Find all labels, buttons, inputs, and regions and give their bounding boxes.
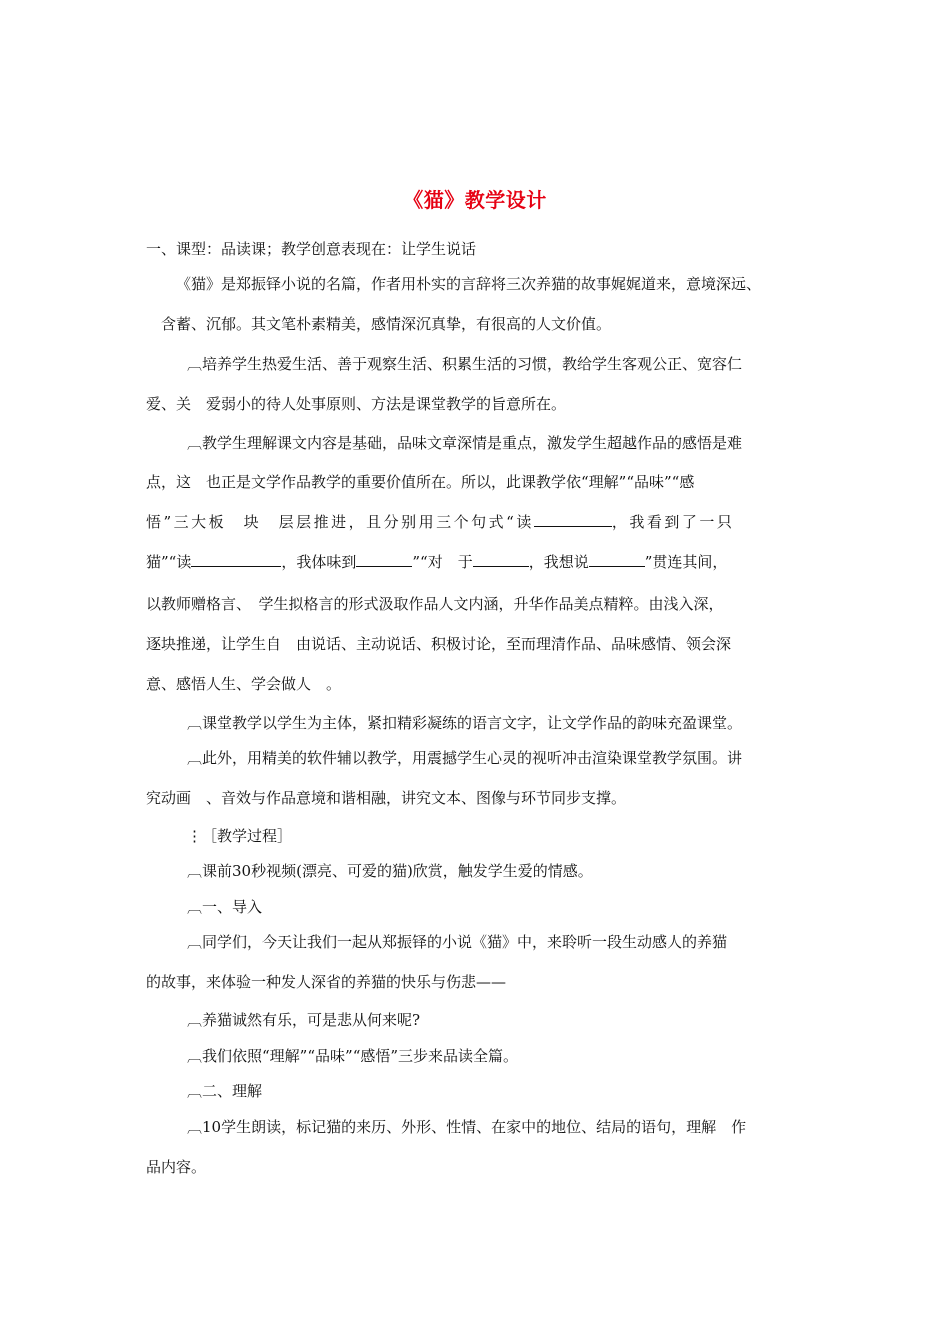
paragraph-line: 意、感悟人生、学会做人 。 (146, 675, 342, 693)
bracket-mark: ︹ (187, 1047, 203, 1065)
paragraph-line: ︹10学生朗读，标记猫的来历、外形、性情、在家中的地位、结局的语句，理解 作 (187, 1118, 747, 1136)
paragraph-line: 点，这 也正是文学作品教学的重要价值所在。所以，此课教学依“理解”“品味”“感 (146, 473, 695, 491)
paragraph-line: 逐块推递，让学生自 由说话、主动说话、积极讨论，至而理清作品、品味感情、领会深 (146, 635, 732, 653)
bracket-mark: ︹ (187, 434, 203, 452)
paragraph-line: 以教师赠格言、 学生拟格言的形式汲取作品人文内涵，升华作品美点精粹。由浅入深， (146, 595, 724, 613)
paragraph-line: 品内容。 (146, 1158, 207, 1176)
paragraph-line: ︹教学生理解课文内容是基础，品味文章深情是重点，激发学生超越作品的感悟是难 (187, 434, 743, 452)
section-heading: ⋮［教学过程］ (187, 827, 293, 845)
paragraph-line: ︹培养学生热爱生活、善于观察生活、积累生活的习惯，教给学生客观公正、宽容仁 (187, 355, 743, 373)
paragraph-line: ︹养猫诚然有乐，可是悲从何来呢? (187, 1011, 421, 1029)
bracket-mark: ︹ (187, 862, 203, 880)
fill-blank (473, 552, 529, 567)
paragraph-line: 悟”三大板 块 层层推进，且分别用三个句式“读 ，我看到了一只 (146, 513, 735, 531)
course-type-line: 一、课型：品读课；教学创意表现在：让学生说话 (146, 240, 477, 258)
paragraph-line: ︹课前30秒视频(漂亮、可爱的猫)欣赏，触发学生爱的情感。 (187, 862, 593, 880)
fill-blank (191, 552, 281, 567)
paragraph-line: ︹课堂教学以学生为主体，紧扣精彩凝练的语言文字，让文学作品的韵味充盈课堂。 (187, 714, 743, 732)
colon-mark: ⋮ (187, 827, 202, 845)
section-heading: ︹二、理解 (187, 1082, 263, 1100)
section-heading: ︹一、导入 (187, 898, 263, 916)
paragraph-line: 含蓄、沉郁。其文笔朴素精美，感情深沉真挚，有很高的人文价值。 (161, 315, 612, 333)
paragraph-line: 的故事，来体验一种发人深省的养猫的快乐与伤悲—— (146, 973, 507, 991)
paragraph-line: 猫”“读 ，我体味到 ”“对 于 ，我想说 ”贯连其间， (146, 553, 728, 571)
bracket-mark: ︹ (187, 898, 203, 916)
paragraph-line: ︹此外，用精美的软件辅以教学，用震撼学生心灵的视听冲击渲染课堂教学氛围。讲 (187, 749, 743, 767)
bracket-mark: ︹ (187, 355, 203, 373)
paragraph-line: 《猫》是郑振铎小说的名篇，作者用朴实的言辞将三次养猫的故事娓娓道来，意境深远、 (176, 275, 762, 293)
paragraph-line: ︹同学们，今天让我们一起从郑振铎的小说《猫》中，来聆听一段生动感人的养猫 (187, 933, 728, 951)
paragraph-line: 爱、关 爱弱小的待人处事原则、方法是课堂教学的旨意所在。 (146, 395, 567, 413)
bracket-mark: ︹ (187, 749, 203, 767)
paragraph-line: 究动画 、音效与作品意境和谐相融，讲究文本、图像与环节同步支撑。 (146, 789, 627, 807)
bracket-mark: ︹ (187, 1011, 203, 1029)
document-title: 《猫》教学设计 (403, 188, 547, 212)
bracket-mark: ︹ (187, 1082, 203, 1100)
bracket-mark: ︹ (187, 714, 203, 732)
fill-blank (356, 552, 412, 567)
bracket-mark: ︹ (187, 1118, 203, 1136)
fill-blank (534, 512, 612, 527)
bracket-mark: ︹ (187, 933, 203, 951)
paragraph-line: ︹我们依照“理解”“品味”“感悟”三步来品读全篇。 (187, 1047, 519, 1065)
fill-blank (589, 552, 645, 567)
